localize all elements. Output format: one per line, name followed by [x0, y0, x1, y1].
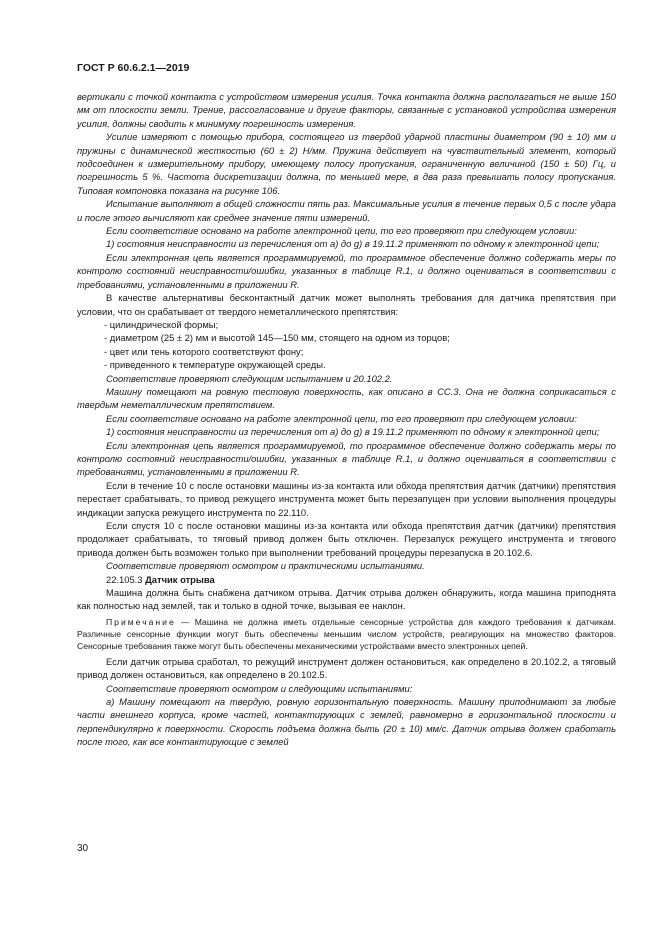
paragraph: Соответствие проверяют следующим испытанием и 20.102.2.	[106, 372, 393, 384]
section-title: Датчик отрыва	[145, 573, 215, 585]
paragraph: В качестве альтернативы бесконтактный датчик может выполнять требования для датчика препятствия при условии, что он срабатывает от твердого неметаллического препятствия:	[77, 292, 616, 317]
list-item: - диаметром (25 ± 2) мм и высотой 145—150 мм, стоящего на одном из торцов;	[104, 332, 450, 344]
list-item: - цвет или тень которого соответствуют фону;	[104, 345, 304, 357]
note	[77, 616, 616, 652]
paragraph: Машину помещают на ровную тестовую поверхность, как описано в СС.3. Она не должна соприкасаться с твердым неметаллическим препятствием.	[77, 385, 616, 411]
paragraph: Усилие измеряют с помощью прибора, состоящего из твердой ударной пластины диаметром (90 ± 10) мм и пружины с динамической жесткостью (60 ± 2) Н/мм. Пружина действует на чувствительный элемент, который подсоединен к измерительному прибору, имеющему полосу пропускания, ограниченную величиной (150 ± 50) Гц, и погрешность 5 %. Частота дискретизации должна, по меньшей мере, в два раза превышать полосу пропускания. Типовая компоновка показана на рисунке 106.	[77, 131, 616, 196]
document-header: ГОСТ Р 60.6.2.1—2019	[77, 62, 190, 74]
paragraph: Если в течение 10 с после остановки машины из-за контакта или обхода препятствия датчик (датчики) препятствия перестает срабатывать, то привод режущего инструмента может быть перезапущен при условии выполнения процедуры индикации запуска режущего инструмента по 22.110.	[77, 479, 616, 518]
note-label: Примечание	[106, 616, 176, 627]
paragraph: Если соответствие основано на работе электронной цепи, то его проверяют при следующем условии:	[106, 412, 577, 424]
section-heading	[77, 573, 616, 586]
paragraph: вертикали с точкой контакта с устройством измерения усилия. Точка контакта должна располагаться не выше 150 мм от плоскости земли. Трение, рассогласование и другие факторы, связанные с установкой устройства измерения усилия, должны сводить к минимуму погрешность измерения.	[77, 91, 616, 129]
document-body	[77, 90, 616, 749]
paragraph: 1) состояния неисправности из перечисления от а) до g) в 19.11.2 применяют по одному к электронной цепи;	[106, 426, 600, 438]
paragraph: Машина должна быть снабжена датчиком отрыва. Датчик отрыва должен обнаружить, когда машина приподнята как полностью над землей, так и только в одной точке, вызывая ее наклон.	[77, 587, 616, 612]
list-item: - цилиндрической формы;	[104, 318, 219, 330]
section-number: 22.105.3	[106, 573, 143, 585]
note-text: — Машина не должна иметь отдельные сенсорные устройства для каждого требования к датчикам. Различные сенсорные функции могут быть обеспечены меньшим числом устройств, реагирующих на множество факторов. Сенсорные требования также могут быть обеспечены механическими устройствами вместо электронных цепей.	[77, 616, 616, 651]
paragraph: Если спустя 10 с после остановки машины из-за контакта или обхода препятствия датчик (датчики) препятствия продолжает срабатывать, то тяговый привод должен быть отключен. Перезапуск режущего инструмента и тягового привода должен быть возможен только при выполнении требований процедуры перезапуска в 20.102.6.	[77, 520, 616, 558]
paragraph: Соответствие проверяют осмотром и практическими испытаниями.	[106, 560, 425, 572]
page-number: 30	[77, 843, 89, 854]
paragraph: Соответствие проверяют осмотром и следующими испытаниями:	[106, 682, 413, 694]
paragraph: Если электронная цепь является программируемой, то программное обеспечение должно содержать меры по контролю состояний неисправности/ошибки, указанных в таблице R.1, и должно оцениваться в соответствии с требованиями, установленными в приложении R.	[77, 439, 616, 478]
list-item: - приведенного к температуре окружающей среды.	[104, 359, 326, 371]
paragraph: Если соответствие основано на работе электронной цепи, то его проверяют при следующем условии:	[106, 225, 577, 237]
paragraph: Испытание выполняют в общей сложности пять раз. Максимальные усилия в течение первых 0,5 с после удара и после этого вычисляют как среднее значение пяти измерений.	[77, 198, 616, 223]
paragraph: Если электронная цепь является программируемой, то программное обеспечение должно содержать меры по контролю состояний неисправности/ошибки, указанных в таблице R.1, и должно оцениваться в соответствии с требованиями, установленными в приложении R.	[77, 251, 616, 290]
paragraph: 1) состояния неисправности из перечисления от а) до g) в 19.11.2 применяют по одному к электронной цепи;	[106, 238, 600, 250]
paragraph: Если датчик отрыва сработал, то режущий инструмент должен остановиться, как определено в 20.102.2, а тяговый привод должен остановиться, как определено в 20.102.5.	[77, 655, 616, 681]
paragraph: а) Машину помещают на твердую, ровную горизонтальную поверхность. Машину приподнимают за любые части внешнего корпуса, кроме частей, контактирующих с землей, равномерно в горизонтальной плоскости и перпендикулярно к поверхности. Скорость подъема должна быть (20 ± 10) мм/с. Датчик отрыва должен сработать после того, как все контактирующие с землей	[77, 696, 616, 748]
